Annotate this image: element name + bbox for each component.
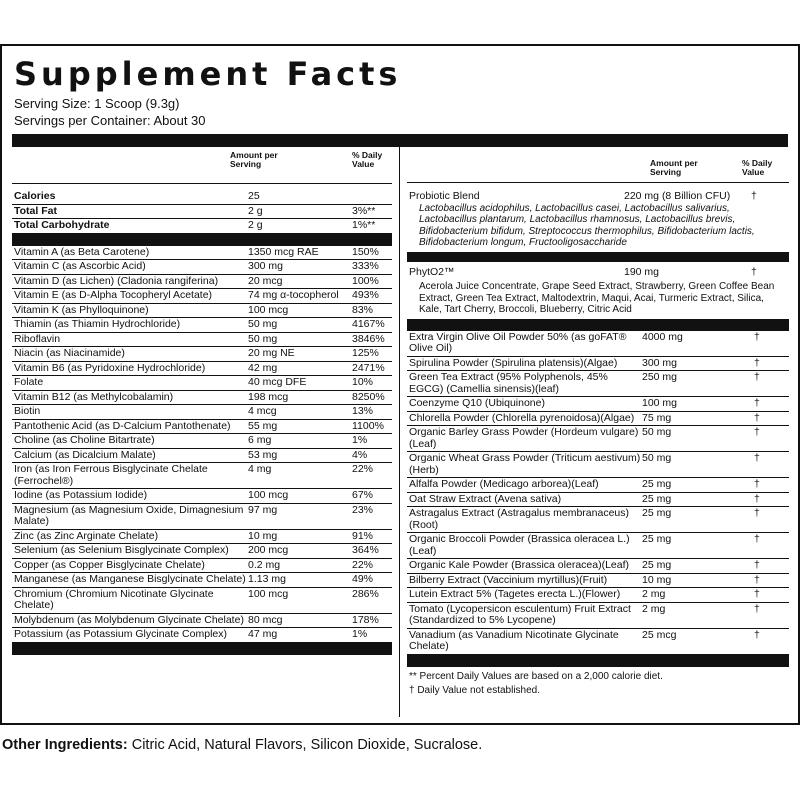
row-name: Total Carbohydrate <box>14 219 110 231</box>
row-name: Iron (as Iron Ferrous Bisglycinate Chelate (Ferrochel®) <box>14 463 208 487</box>
row-name: Folate <box>14 376 44 388</box>
row-dv: † <box>754 478 760 490</box>
column-divider <box>399 147 400 717</box>
dv-header <box>742 159 772 177</box>
row-name: Organic Wheat Grass Powder (Triticum aestivum)(Herb) <box>409 452 641 476</box>
row-name: Vitamin E (as D-Alpha Tocopheryl Acetate) <box>14 289 213 301</box>
row-amount: 20 mcg <box>248 274 283 287</box>
row-name: Organic Barley Grass Powder (Hordeum vulgare)(Leaf) <box>409 426 639 450</box>
serving-size: Serving Size: 1 Scoop (9.3g) <box>14 96 180 111</box>
row-dv: 22% <box>352 463 374 475</box>
row-dv: † <box>754 371 760 383</box>
row-amount: 50 mg <box>248 318 278 330</box>
row-name: Riboflavin <box>14 332 61 345</box>
row-dv: 67% <box>352 489 374 501</box>
row-dv: † <box>754 507 760 519</box>
facts-row <box>12 434 392 449</box>
row-amount: 2 g <box>248 219 263 231</box>
row-amount: 25 <box>248 190 260 202</box>
row-amount: 75 mg <box>642 411 672 424</box>
facts-row <box>12 260 392 275</box>
facts-row <box>407 629 789 655</box>
row-dv: † <box>754 533 760 545</box>
row-name: Oat Straw Extract (Avena sativa) <box>409 492 562 505</box>
row-dv: 1%** <box>352 219 376 231</box>
row-dv: 364% <box>352 544 379 556</box>
facts-row <box>407 452 789 478</box>
facts-row <box>12 347 392 362</box>
row-name: Green Tea Extract (95% Polyphenols, 45% EGCG) (Camellia sinensis)(leaf) <box>409 371 608 395</box>
facts-row <box>12 405 392 420</box>
facts-row <box>407 478 789 493</box>
blend-amount: 190 mg <box>624 265 660 278</box>
row-amount: 10 mg <box>642 573 672 586</box>
row-dv: † <box>754 356 760 369</box>
row-amount: 100 mcg <box>248 303 289 316</box>
row-name: Copper (as Copper Bisglycinate Chelate) <box>14 558 205 571</box>
row-name: Pantothenic Acid (as D-Calcium Pantothenate) <box>14 419 231 432</box>
other-ingredients-text: Citric Acid, Natural Flavors, Silicon Dioxide, Sucralose. <box>127 737 483 753</box>
amount-header <box>650 159 698 177</box>
row-dv: 493% <box>352 289 379 301</box>
row-name: Thiamin (as Thiamin Hydrochloride) <box>14 318 181 330</box>
blend-dv: † <box>751 265 757 278</box>
row-amount: 50 mg <box>248 332 278 345</box>
row-name: Niacin (as Niacinamide) <box>14 347 125 359</box>
row-dv: 125% <box>352 347 379 359</box>
dv-header-line1: % Daily <box>352 150 383 160</box>
row-name: Vanadium (as Vanadium Nicotinate Glycinate Chelate) <box>409 628 619 652</box>
probiotic-blend <box>407 189 789 252</box>
facts-row <box>407 493 789 508</box>
row-dv: † <box>754 573 760 586</box>
facts-row <box>12 333 392 348</box>
row-amount: 80 mcg <box>248 613 283 626</box>
right-column-header <box>407 147 789 183</box>
row-name: Vitamin C (as Ascorbic Acid) <box>14 260 146 272</box>
section-bar <box>407 252 789 262</box>
title-divider-bar <box>12 134 788 147</box>
facts-row <box>407 507 789 533</box>
row-amount: 1350 mcg RAE <box>248 245 319 258</box>
row-dv: 22% <box>352 558 374 571</box>
row-name: Vitamin B12 (as Methylcobalamin) <box>14 390 174 403</box>
blend-ingredients: Lactobacillus acidophilus, Lactobacillus casei, Lactobacillus salivarius, Lactobacillus plantarum, Lactobacillus rhamnosus, Lactobacillus brevis, Bifidobacterium bifidum, Streptococcus thermophilus, Bifidobacterium lactis, Bifidobacterium longum, Fructooligosaccharide <box>419 202 755 248</box>
facts-row <box>407 397 789 412</box>
facts-row <box>12 504 392 530</box>
blend-ingredients: Acerola Juice Concentrate, Grape Seed Extract, Strawberry, Green Coffee Bean Extract, Green Tea Extract, Maltodextrin, Maqui, Acai, Turmeric Extract, Silica, Kale, Tart Cherry, Broccoli, Blueberry, Citric Acid <box>419 281 775 315</box>
row-amount: 100 mg <box>642 397 678 409</box>
row-name: Chromium (Chromium Nicotinate Glycinate Chelate) <box>14 587 214 611</box>
row-name: Iodine (as Potassium Iodide) <box>14 489 148 501</box>
left-column <box>12 147 392 655</box>
dv-header-line2: Value <box>742 167 765 177</box>
macros-list <box>12 190 392 234</box>
row-amount: 25 mcg <box>642 628 677 641</box>
row-dv: † <box>754 588 760 600</box>
row-dv: 3%** <box>352 204 376 217</box>
row-name: Organic Kale Powder (Brassica oleracea)(Leaf) <box>409 559 630 571</box>
facts-row <box>12 376 392 391</box>
facts-row <box>12 318 392 333</box>
facts-row <box>12 289 392 304</box>
row-amount: 100 mcg <box>248 489 289 501</box>
row-dv: 150% <box>352 245 379 258</box>
row-name: Astragalus Extract (Astragalus membranaceus)(Root) <box>409 507 630 531</box>
facts-row <box>407 331 789 357</box>
amount-header-line2: Serving <box>230 159 262 169</box>
row-dv: 49% <box>352 573 374 585</box>
row-name: Biotin <box>14 405 41 417</box>
facts-row <box>12 588 392 614</box>
row-amount: 47 mg <box>248 628 278 640</box>
row-amount: 4000 mg <box>642 330 683 343</box>
row-amount: 2 mg <box>642 588 666 600</box>
section-bar <box>12 643 392 655</box>
left-column-header <box>12 147 392 184</box>
servings-per-container: Servings per Container: About 30 <box>14 113 206 128</box>
row-amount: 200 mcg <box>248 544 289 556</box>
row-amount: 6 mg <box>248 434 272 446</box>
row-dv <box>352 191 392 203</box>
other-ingredients <box>2 737 482 753</box>
blend-dv: † <box>751 190 757 202</box>
row-amount: 97 mg <box>248 503 278 516</box>
row-dv: 4167% <box>352 318 385 330</box>
facts-row <box>12 573 392 588</box>
row-amount: 25 mg <box>642 559 672 571</box>
row-name: Spirulina Powder (Spirulina platensis)(Algae) <box>409 356 618 369</box>
row-name: Organic Broccoli Powder (Brassica oleracea L.)(Leaf) <box>409 533 630 557</box>
row-amount: 4 mg <box>248 463 272 475</box>
dagger-footnote: † Daily Value not established. <box>409 684 541 696</box>
row-amount: 300 mg <box>642 356 678 369</box>
section-bar <box>12 234 392 246</box>
row-name: Calcium (as Dicalcium Malate) <box>14 448 156 461</box>
row-dv: † <box>754 452 760 464</box>
amount-header-line1: Amount per <box>230 150 278 160</box>
row-amount: 40 mcg DFE <box>248 376 307 388</box>
row-amount: 1.13 mg <box>248 573 286 585</box>
amount-header <box>230 151 278 169</box>
row-amount: 20 mg NE <box>248 347 295 359</box>
facts-row <box>407 412 789 427</box>
facts-row <box>12 391 392 406</box>
other-ingredients-label: Other Ingredients: <box>2 737 128 753</box>
supplement-facts-panel <box>0 44 800 725</box>
row-dv: 91% <box>352 529 374 542</box>
row-name: Zinc (as Zinc Arginate Chelate) <box>14 529 159 542</box>
row-amount: 25 mg <box>642 478 672 490</box>
row-amount: 2 g <box>248 204 263 217</box>
row-amount: 50 mg <box>642 426 672 438</box>
dv-header-line2: Value <box>352 159 375 169</box>
blend-name: Probiotic Blend <box>409 190 480 202</box>
row-amount: 198 mcg <box>248 390 289 403</box>
facts-row <box>12 463 392 489</box>
row-dv: 333% <box>352 260 379 272</box>
row-amount: 100 mcg <box>248 587 289 600</box>
facts-row <box>12 304 392 319</box>
row-name: Selenium (as Selenium Bisglycinate Complex) <box>14 544 229 556</box>
facts-row <box>12 559 392 574</box>
facts-row <box>407 574 789 589</box>
row-name: Tomato (Lycopersicon esculentum) Fruit Extract (Standardized to 5% Lycopene) <box>409 602 631 626</box>
row-name: Total Fat <box>14 204 57 217</box>
row-name: Potassium (as Potassium Glycinate Complex) <box>14 628 227 640</box>
row-amount: 250 mg <box>642 371 678 383</box>
dv-footnote: ** Percent Daily Values are based on a 2,000 calorie diet. <box>409 670 663 682</box>
facts-row <box>12 219 392 234</box>
row-amount: 25 mg <box>642 492 672 505</box>
facts-row <box>407 371 789 397</box>
row-dv: † <box>754 492 760 505</box>
dv-header <box>352 151 382 169</box>
facts-row <box>12 449 392 464</box>
row-amount: 53 mg <box>248 448 278 461</box>
row-amount: 2 mg <box>642 602 666 615</box>
row-dv: † <box>754 602 760 615</box>
row-dv: 3846% <box>352 332 385 345</box>
row-dv: 1% <box>352 434 368 446</box>
row-amount: 74 mg α-tocopherol <box>248 289 339 301</box>
facts-row <box>12 205 392 220</box>
row-dv: † <box>754 330 760 343</box>
row-name: Molybdenum (as Molybdenum Glycinate Chelate) <box>14 613 244 626</box>
row-dv: 1100% <box>352 419 384 432</box>
row-name: Coenzyme Q10 (Ubiquinone) <box>409 397 545 409</box>
row-name: Lutein Extract 5% (Tagetes erecta L.)(Flower) <box>409 588 621 600</box>
row-amount: 0.2 mg <box>248 558 281 571</box>
footnotes <box>407 667 789 701</box>
facts-row <box>407 426 789 452</box>
facts-row <box>407 357 789 372</box>
right-column <box>407 147 789 701</box>
row-name: Calories <box>14 190 56 202</box>
facts-row <box>407 533 789 559</box>
row-name: Vitamin D (as Lichen) (Cladonia rangiferina) <box>14 274 219 287</box>
row-name: Vitamin A (as Beta Carotene) <box>14 245 150 258</box>
row-dv: 2471% <box>352 361 385 374</box>
row-dv: 83% <box>352 303 374 316</box>
facts-row <box>12 544 392 559</box>
row-name: Manganese (as Manganese Bisglycinate Chelate) <box>14 573 246 585</box>
row-amount: 25 mg <box>642 533 672 545</box>
row-dv: † <box>754 426 760 438</box>
phyto-blend <box>407 262 789 319</box>
facts-row <box>12 628 392 643</box>
row-dv: 4% <box>352 448 368 461</box>
row-dv: † <box>754 397 760 409</box>
row-dv: 100% <box>352 274 379 287</box>
facts-row <box>12 246 392 261</box>
row-name: Choline (as Choline Bitartrate) <box>14 434 155 446</box>
row-name: Extra Virgin Olive Oil Powder 50% (as goFAT® Olive Oil) <box>409 330 627 354</box>
row-dv: 23% <box>352 503 374 516</box>
facts-row <box>407 588 789 603</box>
dv-header-line1: % Daily <box>742 158 773 168</box>
facts-row <box>12 489 392 504</box>
facts-row <box>12 190 392 205</box>
blend-name: PhytO2™ <box>409 265 455 278</box>
facts-row <box>12 420 392 435</box>
facts-row <box>407 559 789 574</box>
row-dv: 1% <box>352 628 368 640</box>
row-dv: † <box>754 411 760 424</box>
facts-row <box>407 603 789 629</box>
row-amount: 4 mcg <box>248 405 277 417</box>
facts-row <box>12 530 392 545</box>
row-amount: 55 mg <box>248 419 278 432</box>
section-bar <box>407 319 789 331</box>
row-amount: 42 mg <box>248 361 278 374</box>
row-amount: 10 mg <box>248 529 278 542</box>
amount-header-line2: Serving <box>650 167 682 177</box>
row-dv: 8250% <box>352 390 385 403</box>
others-list <box>407 331 789 655</box>
row-amount: 50 mg <box>642 452 672 464</box>
row-dv: 178% <box>352 613 379 626</box>
row-dv: 286% <box>352 587 379 600</box>
facts-row <box>12 362 392 377</box>
panel-title: Supplement Facts <box>14 55 402 93</box>
facts-row <box>12 275 392 290</box>
blend-amount: 220 mg (8 Billion CFU) <box>624 190 731 202</box>
amount-header-line1: Amount per <box>650 158 698 168</box>
row-amount: 25 mg <box>642 507 672 519</box>
row-name: Vitamin B6 (as Pyridoxine Hydrochloride) <box>14 361 206 374</box>
row-dv: † <box>754 628 760 641</box>
vitamins-list <box>12 246 392 643</box>
row-name: Vitamin K (as Phylloquinone) <box>14 303 149 316</box>
row-dv: † <box>754 559 760 571</box>
row-name: Bilberry Extract (Vaccinium myrtillus)(Fruit) <box>409 573 608 586</box>
row-name: Alfalfa Powder (Medicago arborea)(Leaf) <box>409 478 599 490</box>
row-name: Chlorella Powder (Chlorella pyrenoidosa)(Algae) <box>409 411 635 424</box>
row-name: Magnesium (as Magnesium Oxide, Dimagnesium Malate) <box>14 503 244 527</box>
row-dv: 13% <box>352 405 374 417</box>
section-bar <box>407 655 789 667</box>
row-amount: 300 mg <box>248 260 284 272</box>
facts-row <box>12 614 392 629</box>
row-dv: 10% <box>352 376 374 388</box>
